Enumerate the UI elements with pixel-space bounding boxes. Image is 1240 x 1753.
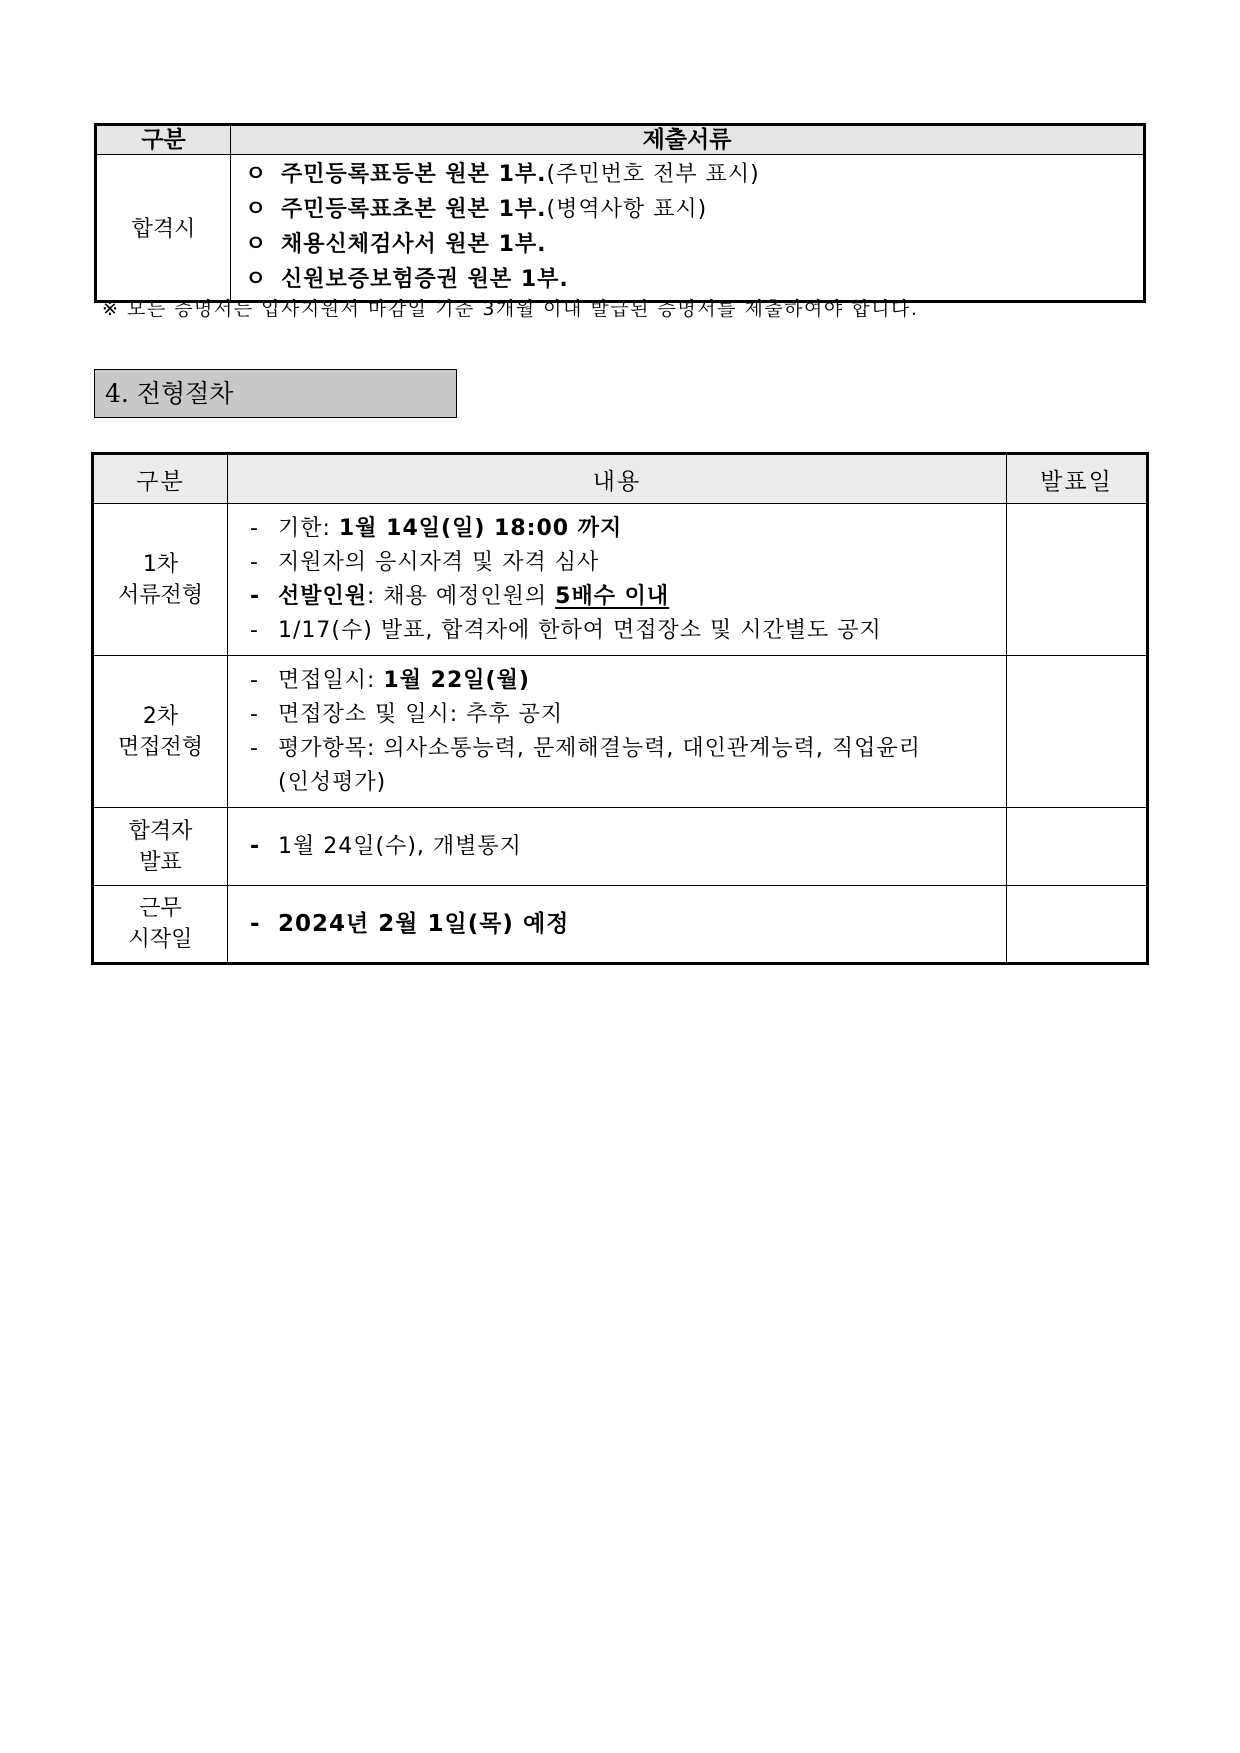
documents-row (96, 155, 1145, 302)
content-line: - 기한: 1월 14일(일) 18:00 까지 (250, 512, 1006, 546)
stage-label: 1차 서류전형 (93, 504, 228, 656)
document-item: ㅇ 주민등록표등본 원본 1부.(주민번호 전부 표시) (245, 157, 1143, 192)
section-title: 4. 전형절차 (94, 369, 457, 418)
content-line: - 면접장소 및 일시: 추후 공지 (250, 698, 1006, 732)
announce-date-cell (1007, 886, 1148, 964)
bullet-icon: ㅇ (245, 162, 268, 187)
dash-icon: - (250, 515, 259, 541)
announce-date-cell (1007, 808, 1148, 886)
content-line: - 면접일시: 1월 22일(월) (250, 664, 1006, 698)
content-line: - 1월 24일(수), 개별통지 (250, 830, 1006, 864)
header-documents: 제출서류 (231, 125, 1145, 155)
document-item: ㅇ 주민등록표초본 원본 1부.(병역사항 표시) (245, 192, 1143, 227)
stage-row-document-screening (93, 504, 1148, 656)
header-announce-date: 발표일 (1007, 454, 1148, 504)
stage-content (228, 504, 1007, 656)
dash-icon: - (250, 911, 261, 937)
documents-header-row (96, 125, 1145, 155)
footnote: ※ 모든 증명서는 입사지원서 마감일 기준 3개월 이내 발급된 증명서를 제출하여야 합니다. (102, 298, 919, 320)
header-content: 내용 (228, 454, 1007, 504)
stage-row-result-announcement (93, 808, 1148, 886)
header-category: 구분 (93, 454, 228, 504)
dash-icon: - (250, 735, 259, 761)
announce-date-cell (1007, 504, 1148, 656)
dash-icon: - (250, 549, 259, 575)
dash-icon: - (250, 617, 259, 643)
content-line: - 2024년 2월 1일(목) 예정 (250, 907, 1006, 941)
stage-content (228, 886, 1007, 964)
content-line: - 평가항목: 의사소통능력, 문제해결능력, 대인관계능력, 직업윤리 (250, 732, 1006, 766)
document-item: ㅇ 신원보증보험증권 원본 1부. (245, 262, 1143, 297)
procedure-header-row (93, 454, 1148, 504)
bullet-icon: ㅇ (245, 232, 268, 257)
dash-icon: - (250, 583, 261, 609)
content-line: (인성평가) (278, 769, 387, 795)
bullet-icon: ㅇ (245, 267, 268, 292)
content-line: - 1/17(수) 발표, 합격자에 한하여 면접장소 및 시간별도 공지 (250, 614, 1006, 648)
stage-label: 근무 시작일 (93, 886, 228, 964)
content-line: - 선발인원: 채용 예정인원의 5배수 이내 (250, 580, 1006, 614)
dash-icon: - (250, 833, 261, 859)
document-item: ㅇ 채용신체검사서 원본 1부. (245, 227, 1143, 262)
stage-content (228, 656, 1007, 808)
content-line: - 지원자의 응시자격 및 자격 심사 (250, 546, 1006, 580)
dash-icon: - (250, 667, 259, 693)
announce-date-cell (1007, 656, 1148, 808)
stage-row-start-date (93, 886, 1148, 964)
dash-icon: - (250, 701, 259, 727)
documents-table (94, 123, 1146, 303)
bullet-icon: ㅇ (245, 197, 268, 222)
stage-label: 2차 면접전형 (93, 656, 228, 808)
stage-row-interview (93, 656, 1148, 808)
procedure-table (91, 452, 1149, 965)
stage-label: 합격자 발표 (93, 808, 228, 886)
row-label-on-pass: 합격시 (96, 155, 231, 302)
stage-content (228, 808, 1007, 886)
documents-list (231, 155, 1145, 302)
header-category: 구분 (96, 125, 231, 155)
